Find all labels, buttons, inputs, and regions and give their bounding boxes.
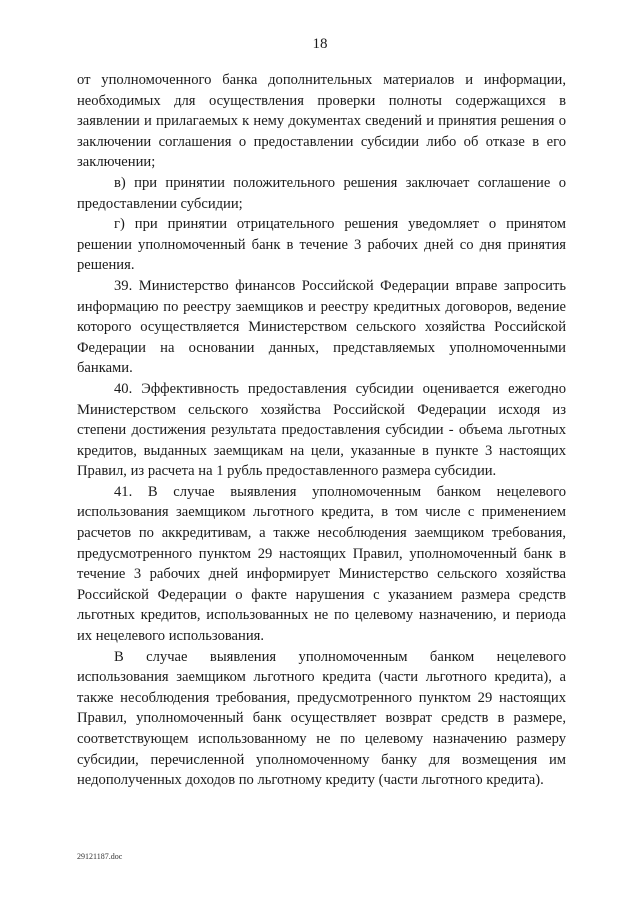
document-file-code: 29121187.doc — [77, 852, 123, 861]
paragraph-40: 40. Эффективность предоставления субсидии оценивается ежегодно Министерством сельского хозяйства Российской Федерации исходя из степени достижения результата предоставления субсидии - объема льготных кредитов, выданных заемщикам на цели, указанные в пункте 3 настоящих Правил, из расчета на 1 рубль предоставленного размера субсидии. — [77, 380, 566, 480]
paragraph-39: 39. Министерство финансов Российской Федерации вправе запросить информацию по реестру заемщиков и реестру кредитных договоров, ведение которого осуществляется Министерством сельского хозяйства Российской Федерации на основании данных, представляемых уполномоченными банками. — [77, 277, 566, 377]
paragraph-41-continued: В случае выявления уполномоченным банком нецелевого использования заемщиком льготного кредита (части льготного кредита), а также несоблюдения требования, предусмотренного пунктом 29 настоящих Правил, уполномоченный банк осуществляет возврат средств в размере, соответствующем использованному не по целевому назначению размеру субсидии, перечисленной уполномоченному банку для возмещения им недополученных доходов по льготному кредиту (части льготного кредита). — [77, 648, 566, 789]
paragraph-item-v: в) при принятии положительного решения заключает соглашение о предоставлении субсидии; — [77, 174, 566, 212]
paragraph-item-g: г) при принятии отрицательного решения уведомляет о принятом решении уполномоченный банк в течение 3 рабочих дней со дня принятия решения. — [77, 216, 566, 274]
paragraph-continuation: от уполномоченного банка дополнительных материалов и информации, необходимых для осуществления проверки полноты содержащихся в заявлении и прилагаемых к нему документах сведений и принятия решения о заключении соглашения о предоставлении субсидии либо об отказе в его заключении; — [77, 72, 566, 171]
paragraph-41: 41. В случае выявления уполномоченным банком нецелевого использования заемщиком льготного кредита, в том числе с применением расчетов по аккредитивам, а также несоблюдения заемщиком требования, предусмотренного пунктом 29 настоящих Правил, уполномоченный банк в течение 3 рабочих дней информирует Министерство сельского хозяйства Российской Федерации о факте нарушения с указанием размера средств льготных кредитов, использованных не по целевому назначению, и периода их нецелевого использования. — [77, 483, 566, 645]
page-number: 18 — [312, 36, 328, 52]
document-body — [77, 70, 566, 791]
